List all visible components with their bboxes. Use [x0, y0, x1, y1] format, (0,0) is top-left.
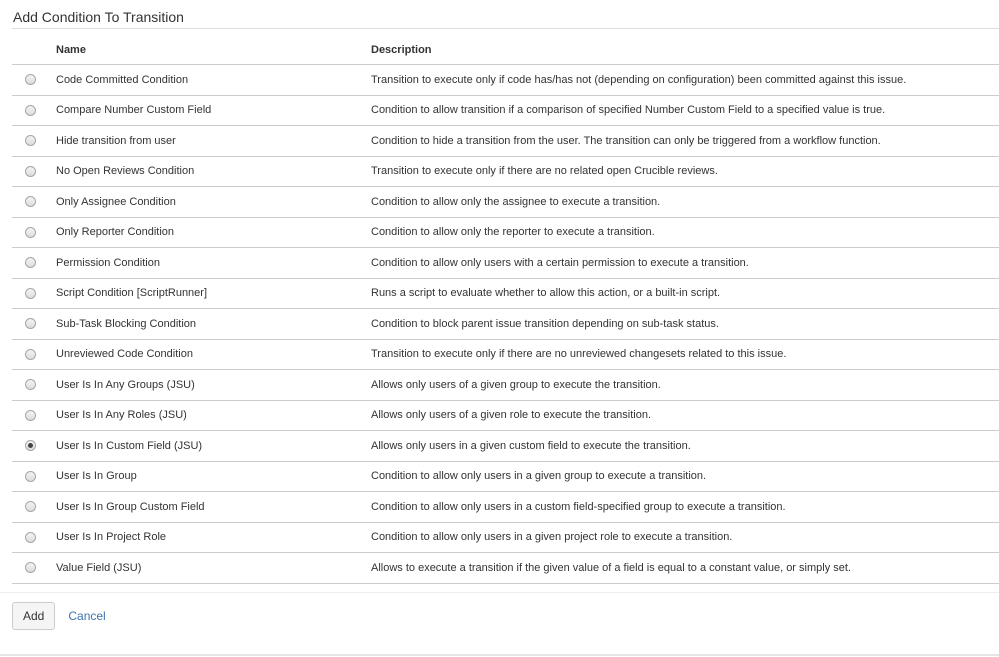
condition-name: Value Field (JSU) — [56, 553, 371, 584]
condition-row[interactable] — [12, 187, 999, 218]
condition-radio[interactable] — [25, 227, 36, 238]
conditions-table — [12, 35, 999, 584]
condition-name: User Is In Any Groups (JSU) — [56, 370, 371, 401]
condition-description: Condition to block parent issue transition depending on sub-task status. — [371, 309, 999, 340]
condition-row[interactable] — [12, 461, 999, 492]
condition-row[interactable] — [12, 309, 999, 340]
condition-radio[interactable] — [25, 257, 36, 268]
condition-radio[interactable] — [25, 288, 36, 299]
condition-select-cell — [12, 278, 56, 309]
title-divider — [12, 28, 999, 29]
condition-description: Transition to execute only if code has/has not (depending on configuration) been committed against this issue. — [371, 65, 999, 96]
condition-radio[interactable] — [25, 379, 36, 390]
condition-name: User Is In Group Custom Field — [56, 492, 371, 523]
condition-select-cell — [12, 400, 56, 431]
condition-row[interactable] — [12, 522, 999, 553]
conditions-table-body — [12, 65, 999, 584]
condition-radio[interactable] — [25, 135, 36, 146]
condition-radio[interactable] — [25, 471, 36, 482]
condition-select-cell — [12, 370, 56, 401]
condition-description: Allows to execute a transition if the given value of a field is equal to a constant value, or simply set. — [371, 553, 999, 584]
condition-radio[interactable] — [25, 440, 36, 451]
condition-name: No Open Reviews Condition — [56, 156, 371, 187]
condition-name: User Is In Any Roles (JSU) — [56, 400, 371, 431]
condition-radio[interactable] — [25, 562, 36, 573]
condition-name: User Is In Group — [56, 461, 371, 492]
condition-row[interactable] — [12, 492, 999, 523]
condition-row[interactable] — [12, 339, 999, 370]
condition-radio[interactable] — [25, 74, 36, 85]
condition-radio[interactable] — [25, 532, 36, 543]
condition-row[interactable] — [12, 156, 999, 187]
condition-select-cell — [12, 65, 56, 96]
footer-divider — [0, 654, 999, 656]
condition-radio[interactable] — [25, 166, 36, 177]
cancel-link[interactable]: Cancel — [68, 609, 106, 623]
condition-row[interactable] — [12, 217, 999, 248]
condition-row[interactable] — [12, 95, 999, 126]
condition-row[interactable] — [12, 65, 999, 96]
condition-name: Script Condition [ScriptRunner] — [56, 278, 371, 309]
page-title: Add Condition To Transition — [13, 9, 184, 25]
condition-select-cell — [12, 126, 56, 157]
condition-select-cell — [12, 248, 56, 279]
condition-description: Allows only users in a given custom field to execute the transition. — [371, 431, 999, 462]
condition-description: Condition to allow only the assignee to execute a transition. — [371, 187, 999, 218]
condition-select-cell — [12, 553, 56, 584]
condition-select-cell — [12, 156, 56, 187]
condition-name: Code Committed Condition — [56, 65, 371, 96]
condition-select-cell — [12, 217, 56, 248]
condition-name: Hide transition from user — [56, 126, 371, 157]
add-button[interactable]: Add — [12, 602, 55, 630]
condition-select-cell — [12, 95, 56, 126]
condition-description: Allows only users of a given role to execute the transition. — [371, 400, 999, 431]
condition-description: Allows only users of a given group to execute the transition. — [371, 370, 999, 401]
condition-radio[interactable] — [25, 501, 36, 512]
condition-radio[interactable] — [25, 196, 36, 207]
condition-name: User Is In Custom Field (JSU) — [56, 431, 371, 462]
header-select-column — [12, 35, 56, 65]
condition-description: Runs a script to evaluate whether to allow this action, or a built-in script. — [371, 278, 999, 309]
condition-description: Condition to allow only users with a certain permission to execute a transition. — [371, 248, 999, 279]
condition-row[interactable] — [12, 431, 999, 462]
condition-row[interactable] — [12, 370, 999, 401]
condition-select-cell — [12, 339, 56, 370]
condition-select-cell — [12, 492, 56, 523]
condition-description: Condition to allow only users in a given group to execute a transition. — [371, 461, 999, 492]
condition-name: User Is In Project Role — [56, 522, 371, 553]
condition-name: Only Reporter Condition — [56, 217, 371, 248]
condition-description: Condition to allow only the reporter to execute a transition. — [371, 217, 999, 248]
condition-row[interactable] — [12, 248, 999, 279]
condition-radio[interactable] — [25, 349, 36, 360]
condition-description: Condition to hide a transition from the user. The transition can only be triggered from a workflow function. — [371, 126, 999, 157]
condition-row[interactable] — [12, 126, 999, 157]
header-name: Name — [56, 35, 371, 65]
condition-select-cell — [12, 309, 56, 340]
condition-select-cell — [12, 461, 56, 492]
condition-name: Permission Condition — [56, 248, 371, 279]
condition-row[interactable] — [12, 400, 999, 431]
condition-select-cell — [12, 522, 56, 553]
condition-radio[interactable] — [25, 318, 36, 329]
condition-description: Condition to allow only users in a given project role to execute a transition. — [371, 522, 999, 553]
form-actions — [12, 602, 106, 630]
header-description: Description — [371, 35, 999, 65]
table-header-row — [12, 35, 999, 65]
condition-name: Sub-Task Blocking Condition — [56, 309, 371, 340]
condition-name: Only Assignee Condition — [56, 187, 371, 218]
condition-description: Transition to execute only if there are no related open Crucible reviews. — [371, 156, 999, 187]
condition-description: Condition to allow transition if a comparison of specified Number Custom Field to a specified value is true. — [371, 95, 999, 126]
condition-radio[interactable] — [25, 105, 36, 116]
condition-select-cell — [12, 431, 56, 462]
condition-description: Condition to allow only users in a custom field-specified group to execute a transition. — [371, 492, 999, 523]
form-divider — [0, 592, 999, 593]
condition-select-cell — [12, 187, 56, 218]
condition-name: Unreviewed Code Condition — [56, 339, 371, 370]
condition-row[interactable] — [12, 553, 999, 584]
condition-row[interactable] — [12, 278, 999, 309]
condition-radio[interactable] — [25, 410, 36, 421]
condition-name: Compare Number Custom Field — [56, 95, 371, 126]
condition-description: Transition to execute only if there are no unreviewed changesets related to this issue. — [371, 339, 999, 370]
